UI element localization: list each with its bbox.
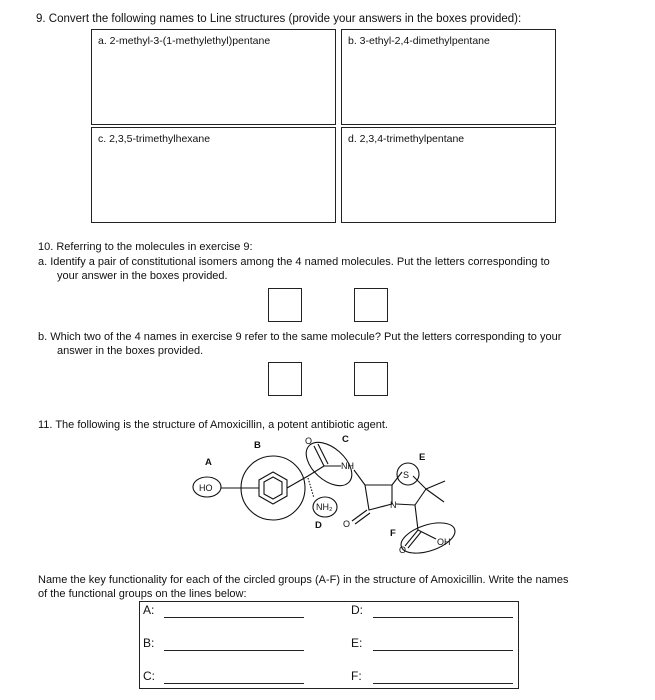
answer-line-c[interactable] <box>164 683 304 684</box>
alpha-nh2-bond <box>308 478 314 498</box>
group-b-marker: B <box>254 440 261 451</box>
answer-box-a-label: a. 2-methyl-3-(1-methylethyl)pentane <box>98 35 271 47</box>
methyl-1 <box>426 481 445 489</box>
o-label-acid: O <box>399 545 407 555</box>
answer-label-c: C: <box>143 669 155 683</box>
answer-label-d: D: <box>351 603 363 617</box>
group-f-marker: F <box>390 528 396 539</box>
n-label: N <box>390 500 397 510</box>
group-d-marker: D <box>315 520 322 531</box>
answer-label-a: A: <box>143 603 155 617</box>
answer-lines-frame <box>139 601 519 689</box>
answer-line-d[interactable] <box>373 617 513 618</box>
answer-box-d-label: d. 2,3,4-trimethylpentane <box>348 133 465 145</box>
amide-co-bond-1 <box>314 446 324 466</box>
q11-instructions-line1: Name the key functionality for each of the circled groups (A-F) in the structure of Amoxicillin. Write the names <box>38 574 569 586</box>
q9-title: 9. Convert the following names to Line structures (provide your answers in the boxes provided): <box>36 13 522 25</box>
q10-title: 10. Referring to the molecules in exercise 9: <box>38 241 253 253</box>
answer-line-f[interactable] <box>373 683 513 684</box>
o-label-lactam: O <box>343 519 351 529</box>
group-c-marker: C <box>342 434 349 445</box>
nh2-label: NH₂ <box>316 502 333 512</box>
q10b-text-line1: b. Which two of the 4 names in exercise 9 refer to the same molecule? Put the letters corresponding to your <box>38 331 562 343</box>
answer-line-b[interactable] <box>164 650 304 651</box>
methyl-2 <box>426 489 444 502</box>
answer-label-b: B: <box>143 636 155 650</box>
answer-line-e[interactable] <box>373 650 513 651</box>
answer-box-b-label: b. 3-ethyl-2,4-dimethylpentane <box>348 35 490 47</box>
q10b-text-line2: answer in the boxes provided. <box>57 345 204 357</box>
oh-label: OH <box>437 537 451 547</box>
nh-label: NH <box>341 461 354 471</box>
q10a-text-line1: a. Identify a pair of constitutional isomers among the 4 named molecules. Put the letters corresponding to <box>38 256 550 268</box>
benzene-inner-ring <box>264 477 282 499</box>
c-oh-bond <box>418 530 436 539</box>
amide-co-bond-2 <box>318 444 328 464</box>
lactam-co-bond-2 <box>355 513 370 524</box>
q11-title: 11. The following is the structure of Amoxicillin, a potent antibiotic agent. <box>38 419 388 431</box>
s-label: S <box>403 470 410 480</box>
answer-label-f: F: <box>351 669 362 683</box>
answer-label-e: E: <box>351 636 363 650</box>
ho-label: HO <box>199 483 213 493</box>
q11-instructions-line2: of the functional groups on the lines below: <box>38 588 247 600</box>
ch-cooh-bond <box>415 505 418 530</box>
group-e-marker: E <box>419 452 426 463</box>
answer-box-c-label: c. 2,3,5-trimethylhexane <box>98 133 211 145</box>
beta-lactam-ring <box>365 485 392 510</box>
gem-c-ch-bond <box>415 489 426 505</box>
group-a-marker: A <box>205 457 212 468</box>
lactam-co-bond-1 <box>352 510 367 521</box>
o-label-amide: O <box>305 436 313 446</box>
answer-line-a[interactable] <box>164 617 304 618</box>
q10a-text-line2: your answer in the boxes provided. <box>57 270 228 282</box>
nh-ring-bond <box>354 470 365 485</box>
ch-n-bond <box>396 504 415 505</box>
